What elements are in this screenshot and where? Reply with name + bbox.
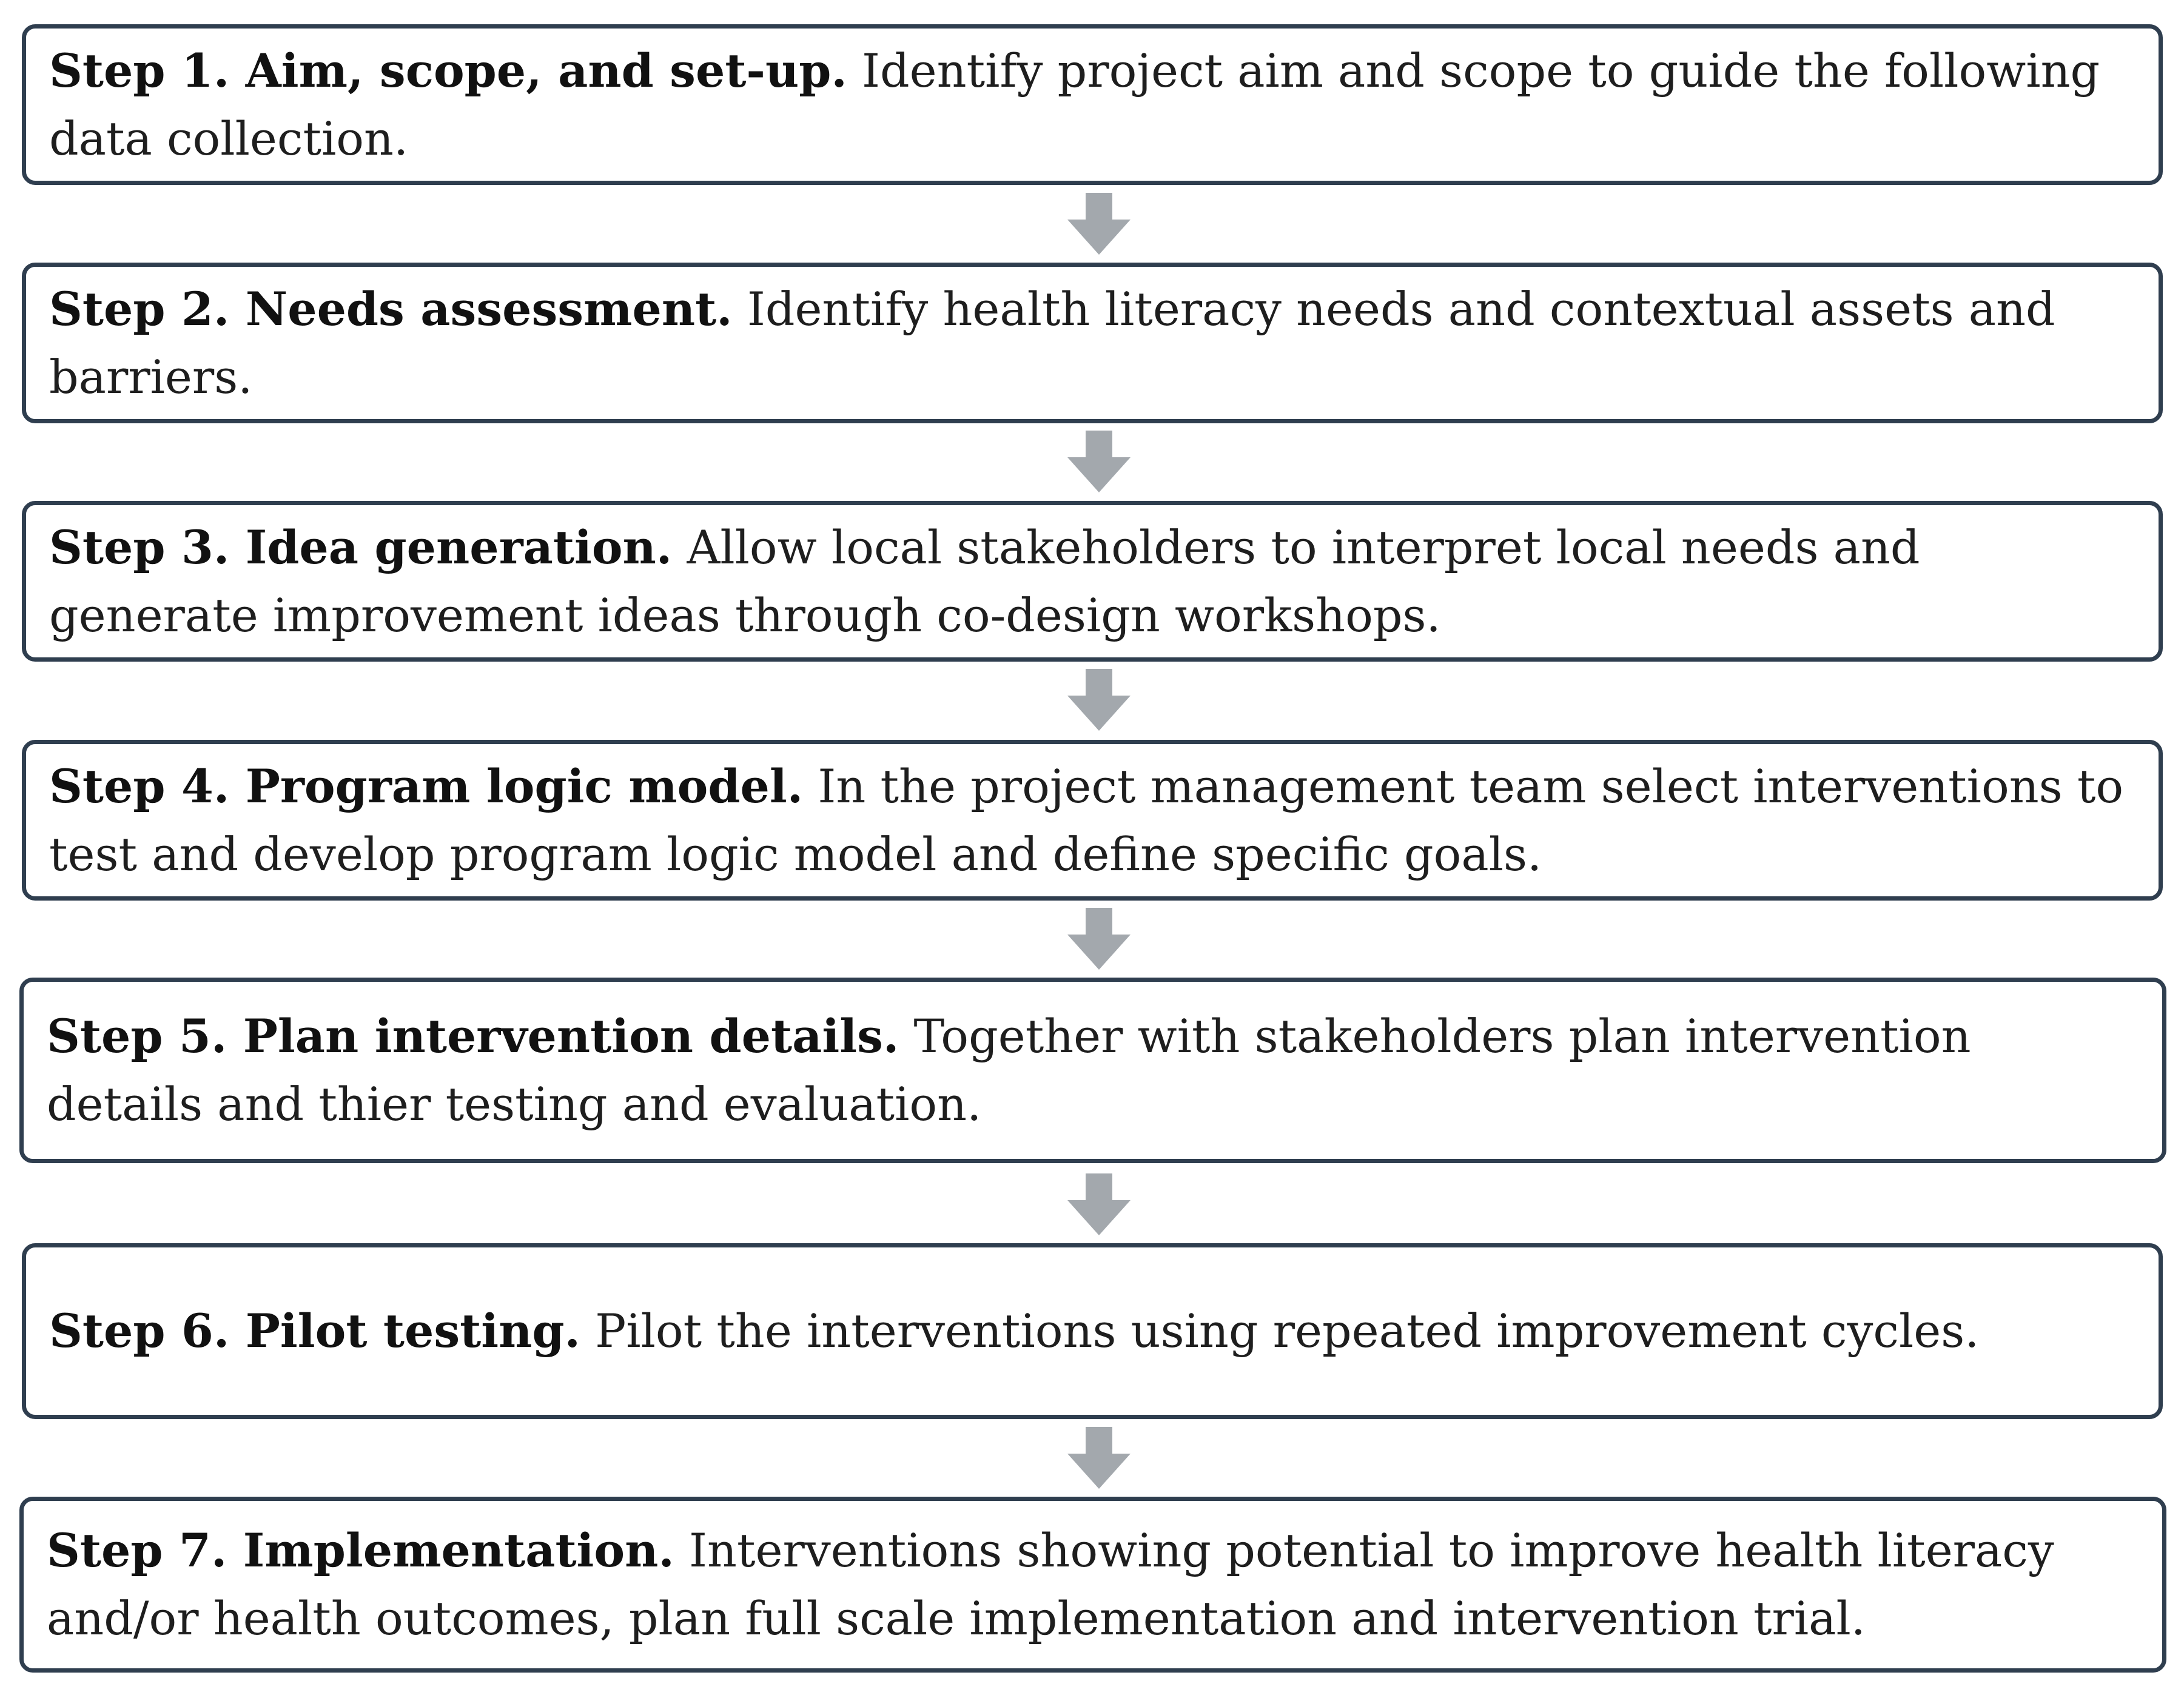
step-4-label: Step 4. Program logic model. (49, 759, 804, 813)
step-2-text (49, 275, 2135, 411)
step-4-description: In the project management team select interventions to test and develop program logic model and define specific goals. (49, 759, 2124, 881)
step-7-description: Interventions showing potential to improve health literacy and/or health outcomes, plan full scale implementation and intervention trial. (47, 1523, 2054, 1645)
step-6-box (22, 1243, 2163, 1419)
step-4-text (49, 753, 2135, 888)
step-5-description: Together with stakeholders plan intervention details and thier testing and evaluation. (47, 1009, 1971, 1131)
step-6-label: Step 6. Pilot testing. (49, 1304, 580, 1358)
step-3-text (49, 514, 2135, 649)
step-6-text (49, 1297, 1979, 1365)
step-2-box (22, 263, 2163, 423)
step-1-description: Identify project aim and scope to guide the following data collection. (49, 43, 2100, 166)
down-arrow-icon (1067, 669, 1131, 731)
step-4-box (22, 740, 2163, 901)
step-3-label: Step 3. Idea generation. (49, 520, 673, 574)
step-6-description: Pilot the interventions using repeated improvement cycles. (595, 1304, 1980, 1358)
step-2-description: Identify health literacy needs and contextual assets and barriers. (49, 281, 2055, 404)
step-7-box (19, 1497, 2166, 1673)
step-7-text (47, 1517, 2139, 1653)
down-arrow-icon (1067, 1427, 1131, 1489)
step-3-box (22, 501, 2163, 662)
step-7-label: Step 7. Implementation. (47, 1523, 674, 1577)
step-1-label: Step 1. Aim, scope, and set-up. (49, 43, 847, 98)
down-arrow-icon (1067, 908, 1131, 970)
step-3-description: Allow local stakeholders to interpret local needs and generate improvement ideas through co-design workshops. (49, 520, 1920, 642)
step-5-box (19, 978, 2166, 1163)
down-arrow-icon (1067, 431, 1131, 492)
step-2-label: Step 2. Needs assessment. (49, 281, 733, 336)
step-5-text (47, 1002, 2139, 1138)
down-arrow-icon (1067, 1173, 1131, 1235)
step-1-text (49, 37, 2135, 173)
down-arrow-icon (1067, 193, 1131, 255)
step-1-box (22, 24, 2163, 185)
step-5-label: Step 5. Plan intervention details. (47, 1009, 899, 1063)
